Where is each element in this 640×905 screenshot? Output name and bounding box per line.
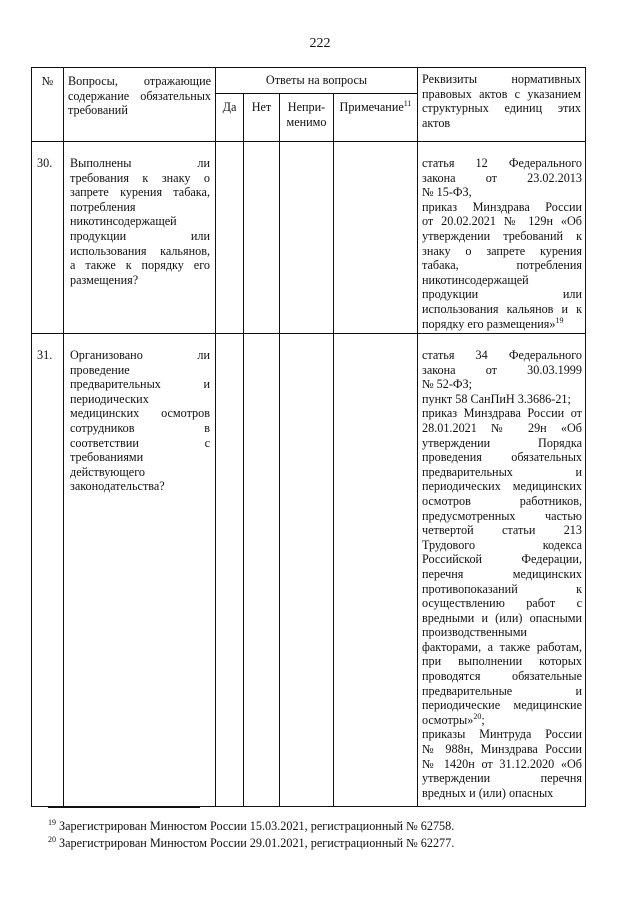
table-row bbox=[32, 142, 586, 334]
requisite-line bbox=[422, 363, 582, 378]
requisite-line-text: осуществлению работ с bbox=[422, 596, 582, 611]
requisite-line-text: никотинсодержащей bbox=[422, 272, 529, 287]
footnote-num: 19 bbox=[48, 817, 56, 827]
answer-yes-cell[interactable] bbox=[216, 334, 244, 807]
requisite-line bbox=[422, 713, 582, 728]
requisite-line bbox=[422, 757, 582, 772]
header-note bbox=[334, 94, 418, 142]
requisite-line bbox=[422, 669, 582, 684]
row-question bbox=[64, 142, 216, 334]
question-line: сотрудников в bbox=[70, 420, 210, 435]
row-question bbox=[64, 334, 216, 807]
requisite-line-text: закона от 30.03.1999 bbox=[422, 362, 582, 377]
requisite-line bbox=[422, 317, 582, 332]
header-requisites bbox=[418, 68, 586, 142]
question-line: использования кальянов, bbox=[70, 243, 210, 258]
requisite-line bbox=[422, 640, 582, 655]
requisite-line-text: при выполнении которых bbox=[422, 654, 582, 669]
header-requisites-text: Реквизиты нормативных правовых актов с указанием структурных единиц этих актов bbox=[422, 72, 581, 130]
requisite-line-text: противопоказаний к bbox=[422, 581, 582, 596]
header-na-line1: Непри- bbox=[287, 100, 326, 114]
requisite-line-text: № 52-ФЗ; bbox=[422, 377, 473, 392]
requisite-line-text: Трудового кодекса bbox=[422, 537, 582, 552]
header-answers: Ответы на вопросы bbox=[216, 68, 418, 94]
answer-yes-cell[interactable] bbox=[216, 142, 244, 334]
answer-na-cell[interactable] bbox=[280, 334, 334, 807]
requisite-line-text: использования кальянов и к bbox=[422, 301, 582, 316]
requisite-line bbox=[422, 244, 582, 259]
requisite-line bbox=[422, 214, 582, 229]
requisite-line bbox=[422, 377, 582, 392]
header-questions-text: Вопросы, отражающие содержание обязательных требований bbox=[68, 74, 211, 118]
requisite-line-text: проведения обязательных bbox=[422, 450, 582, 465]
requisite-line bbox=[422, 684, 582, 699]
requisite-line bbox=[422, 348, 582, 363]
requisite-tail: ; bbox=[481, 712, 485, 727]
requisite-line-text: утверждении требований к bbox=[422, 228, 582, 243]
requisite-line bbox=[422, 479, 582, 494]
question-line: никотинсодержащей bbox=[70, 214, 177, 229]
requisite-line bbox=[422, 523, 582, 538]
page-number: 222 bbox=[309, 36, 331, 51]
requisite-line-text: знаку о запрете курения bbox=[422, 243, 582, 258]
requisite-line bbox=[422, 742, 582, 757]
requisite-line-text: факторами, а также работам, bbox=[422, 639, 582, 654]
question-line: требования к знаку о bbox=[70, 170, 210, 185]
requisite-line bbox=[422, 273, 582, 288]
requisite-line-text: осмотров работников, bbox=[422, 493, 582, 508]
requisite-line-text: проводятся обязательные bbox=[422, 669, 582, 684]
table-row bbox=[32, 334, 586, 807]
footnote-text: Зарегистрирован Минюстом России 15.03.2021, регистрационный № 62758. bbox=[56, 819, 455, 833]
requisite-line-text: статья 12 Федерального bbox=[422, 156, 582, 170]
requisite-line-text: приказ Минздрава России bbox=[422, 199, 582, 214]
requisite-line-text: закона от 23.02.2013 bbox=[422, 170, 582, 185]
requisite-line-text: Российской Федерации, bbox=[422, 552, 582, 567]
requisite-line-text: вредных и (или) опасных bbox=[422, 785, 554, 800]
footnote-num: 20 bbox=[48, 834, 56, 844]
requisite-line bbox=[422, 258, 582, 273]
footnote-19 bbox=[48, 819, 454, 834]
requisite-line bbox=[422, 509, 582, 524]
requisite-line bbox=[422, 302, 582, 317]
header-num: № bbox=[32, 68, 64, 142]
requisite-line-text: № 15-ФЗ, bbox=[422, 185, 472, 200]
question-line: периодических bbox=[70, 391, 149, 406]
footnote-separator bbox=[48, 807, 200, 808]
requisite-line-text: пункт 58 СанПиН 3.3686-21; bbox=[422, 391, 571, 406]
requisite-line bbox=[422, 771, 582, 786]
header-note-sup: 11 bbox=[403, 98, 412, 108]
header-not-applicable bbox=[280, 94, 334, 142]
requisite-line-text: производственными bbox=[422, 625, 527, 640]
header-yes: Да bbox=[216, 94, 244, 142]
requisite-line bbox=[422, 654, 582, 669]
answer-note-cell[interactable] bbox=[334, 142, 418, 334]
requisite-line-text: статья 34 Федерального bbox=[422, 348, 582, 362]
question-line: потребления bbox=[70, 199, 136, 214]
requisite-line bbox=[422, 156, 582, 171]
requisite-line bbox=[422, 698, 582, 713]
requisite-line bbox=[422, 465, 582, 480]
header-note-label: Примечание bbox=[339, 100, 404, 114]
question-line: медицинских осмотров bbox=[70, 406, 210, 421]
requisite-line-text: вредными и (или) опасными bbox=[422, 610, 582, 625]
requisite-line bbox=[422, 200, 582, 215]
question-line: предварительных и bbox=[70, 377, 210, 392]
requisite-line bbox=[422, 185, 582, 200]
question-line: законодательства? bbox=[70, 479, 165, 494]
requisite-line-text: табака, потребления bbox=[422, 258, 582, 273]
row-num: 30. bbox=[32, 142, 64, 334]
requisite-line bbox=[422, 596, 582, 611]
answer-note-cell[interactable] bbox=[334, 334, 418, 807]
answer-na-cell[interactable] bbox=[280, 142, 334, 334]
footnote-text: Зарегистрирован Минюстом России 29.01.2021, регистрационный № 62277. bbox=[56, 836, 455, 850]
requisite-line-text: № 988н, Минздрава России bbox=[422, 742, 582, 757]
requisite-line bbox=[422, 538, 582, 553]
requisite-line-text: продукции или bbox=[422, 287, 582, 302]
question-line: Организовано ли bbox=[70, 348, 210, 362]
answer-no-cell[interactable] bbox=[244, 142, 280, 334]
question-line: действующего bbox=[70, 464, 145, 479]
requisite-line-text: четвертой статьи 213 bbox=[422, 523, 582, 538]
footnote-20 bbox=[48, 836, 454, 851]
requisite-line bbox=[422, 406, 582, 421]
row-requisites bbox=[418, 334, 586, 807]
requisite-line bbox=[422, 786, 582, 801]
requisite-line-text: предварительные и bbox=[422, 683, 582, 698]
requisite-line-text: утверждении перечня bbox=[422, 771, 582, 786]
header-questions bbox=[64, 68, 216, 142]
requisite-line-text: утверждении Порядка bbox=[422, 435, 582, 450]
requisite-line bbox=[422, 727, 582, 742]
question-line: а также к порядку его bbox=[70, 258, 210, 273]
requisite-line bbox=[422, 229, 582, 244]
requisite-line bbox=[422, 582, 582, 597]
requisite-line-text: порядку его размещения» bbox=[422, 316, 556, 331]
question-line: продукции или bbox=[70, 228, 210, 243]
requisite-line bbox=[422, 392, 582, 407]
requisite-line bbox=[422, 552, 582, 567]
requisite-line-text: предусмотренных частью bbox=[422, 508, 582, 523]
requisite-line-text: № 1420н от 31.12.2020 «Об bbox=[422, 756, 582, 771]
answer-no-cell[interactable] bbox=[244, 334, 280, 807]
requisite-line bbox=[422, 625, 582, 640]
requisite-line-text: предварительных и bbox=[422, 464, 582, 479]
row-num: 31. bbox=[32, 334, 64, 807]
requisite-line-text: 28.01.2021 № 29н «Об bbox=[422, 420, 582, 435]
requirements-table bbox=[31, 67, 586, 807]
requisite-line bbox=[422, 611, 582, 626]
requisite-line-text: осмотры» bbox=[422, 712, 474, 727]
question-line: требованиями bbox=[70, 450, 144, 465]
header-no: Нет bbox=[244, 94, 280, 142]
requisite-line bbox=[422, 567, 582, 582]
requisite-line-text: периодические медицинские bbox=[422, 698, 582, 713]
requisite-line-text: от 20.02.2021 № 129н «Об bbox=[422, 214, 582, 229]
requisite-line bbox=[422, 421, 582, 436]
requisite-line bbox=[422, 171, 582, 186]
row-requisites bbox=[418, 142, 586, 334]
requisite-line bbox=[422, 287, 582, 302]
requisite-line-text: приказ Минздрава России от bbox=[422, 406, 582, 421]
question-line: размещения? bbox=[70, 272, 139, 287]
question-line: соответствии с bbox=[70, 435, 210, 450]
requisite-footnote-ref: 20 bbox=[473, 711, 482, 721]
question-line: Выполнены ли bbox=[70, 156, 210, 170]
question-line: запрете курения табака, bbox=[70, 185, 210, 200]
requisite-footnote-ref: 19 bbox=[555, 315, 564, 325]
requisite-line-text: перечня медицинских bbox=[422, 566, 582, 581]
requisite-line bbox=[422, 450, 582, 465]
requisite-line bbox=[422, 494, 582, 509]
header-na-line2: менимо bbox=[286, 114, 327, 129]
requisite-line bbox=[422, 436, 582, 451]
question-line: проведение bbox=[70, 362, 130, 377]
requisite-line-text: приказы Минтруда России bbox=[422, 727, 582, 742]
requisite-line-text: периодических медицинских bbox=[422, 479, 582, 494]
